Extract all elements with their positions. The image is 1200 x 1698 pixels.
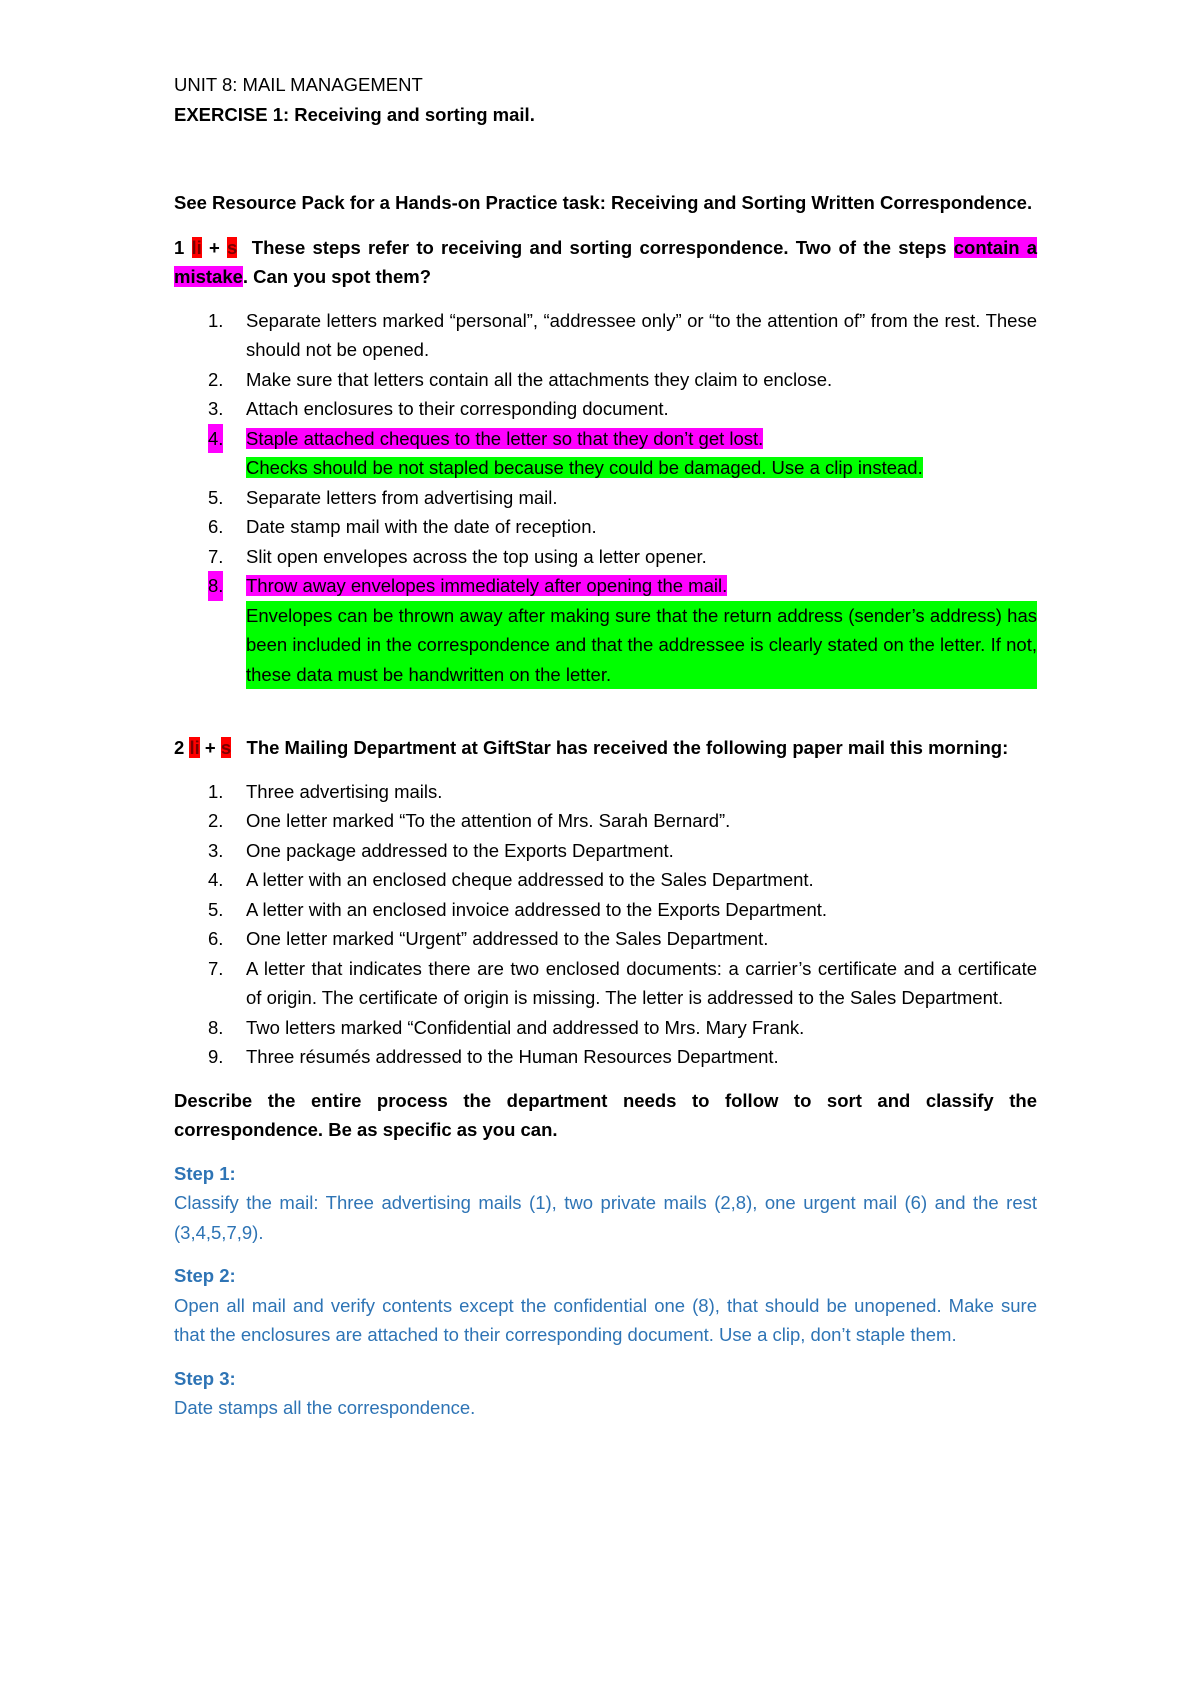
list-number: 8. [208,1016,224,1038]
list-number: 7. [208,545,224,567]
q2-list [174,777,1037,1072]
list-item [174,777,1037,807]
list-number: 9. [208,1046,224,1067]
answer-step [174,1261,1037,1350]
list-item [174,365,1037,395]
correction-note: Envelopes can be thrown away after making sure that the return address (sender’s address) has been included in the correspondence and that the addressee is clearly stated on the letter. If not, these data must be handwritten on the letter. [246,601,1037,690]
q2-prompt: Describe the entire process the department needs to follow to sort and classify the correspondence. Be as specific as you can. [174,1089,1037,1140]
list-text: Separate letters marked “personal”, “addressee only” or “to the attention of” from the rest. These should not be opened. [246,309,1037,360]
list-item [174,394,1037,424]
list-text: Separate letters from advertising mail. [246,486,558,508]
list-number: 3. [208,839,224,861]
list-item-mistake [174,424,1037,483]
correction-note: Checks should be not stapled because they could be damaged. Use a clip instead. [246,457,923,478]
list-item [174,924,1037,954]
list-number: 1. [208,780,224,802]
list-text: Three advertising mails. [246,780,443,802]
list-text: Make sure that letters contain all the attachments they claim to enclose. [246,368,833,390]
list-text: One letter marked “To the attention of Mrs. Sarah Bernard”. [246,810,731,831]
q1-heading [174,233,1037,292]
q1-number: 1 [174,236,185,258]
list-text: Attach enclosures to their corresponding document. [246,398,669,419]
list-item [174,512,1037,542]
q2-heading [174,733,1037,763]
q1-list [174,306,1037,690]
list-text: One package addressed to the Exports Department. [246,839,674,861]
list-text: Slit open envelopes across the top using a letter opener. [246,545,707,567]
list-item [174,483,1037,513]
exercise-title: EXERCISE 1: Receiving and sorting mail. [174,103,535,125]
list-text: A letter with an enclosed cheque addressed to the Sales Department. [246,869,814,890]
q2-tag-s: s [220,737,232,758]
q2-plus: + [204,737,216,758]
list-text: A letter that indicates there are two enclosed documents: a carrier’s certificate and a certificate of origin. The certificate of origin is missing. The letter is addressed to the Sales Department. [246,957,1037,1008]
q1-plus: + [209,236,220,258]
list-item [174,806,1037,836]
q1-text-b: . Can you spot them? [242,266,431,287]
list-item [174,542,1037,572]
list-item [174,306,1037,365]
step-title: Step 3: [174,1367,236,1389]
q1-tag-li: li [191,236,202,258]
list-text: Two letters marked “Confidential and addressed to Mrs. Mary Frank. [246,1016,805,1038]
list-number: 2. [208,368,224,390]
list-number: 8. [208,571,223,601]
list-number: 6. [208,516,224,537]
list-item [174,1013,1037,1043]
list-number: 6. [208,928,224,949]
answer-step [174,1364,1037,1423]
list-text: One letter marked “Urgent” addressed to the Sales Department. [246,928,769,949]
list-text: Three résumés addressed to the Human Resources Department. [246,1046,779,1067]
list-text-mistake: Throw away envelopes immediately after opening the mail. [246,575,728,596]
step-text: Open all mail and verify contents except the confidential one (8), that should be unopened. Make sure that the enclosures are attached to their corresponding document. Use a clip, don’t staple them. [174,1294,1037,1345]
step-text: Date stamps all the correspondence. [174,1397,476,1418]
list-item [174,954,1037,1013]
list-number: 7. [208,957,224,979]
list-number: 5. [208,486,224,508]
step-text: Classify the mail: Three advertising mails (1), two private mails (2,8), one urgent mail (6) and the rest (3,4,5,7,9). [174,1192,1037,1243]
q2-tag-li: li [189,737,200,758]
q1-highlight: contain a mistake [174,236,1038,287]
list-item [174,1042,1037,1072]
list-item-mistake [174,571,1037,689]
q1-tag-s: s [227,236,238,258]
q2-text: The Mailing Department at GiftStar has received the following paper mail this morning: [246,737,1009,758]
list-number: 1. [208,309,224,331]
list-item [174,836,1037,866]
list-text: A letter with an enclosed invoice addressed to the Exports Department. [246,898,828,920]
answer-step [174,1159,1037,1248]
list-number: 2. [208,810,224,831]
list-item [174,865,1037,895]
step-title: Step 2: [174,1265,236,1286]
q1-text-a: These steps refer to receiving and sorting correspondence. Two of the steps [251,236,947,258]
list-number: 4. [208,424,223,454]
intro-paragraph: See Resource Pack for a Hands-on Practice task: Receiving and Sorting Written Correspondence. [174,192,1033,213]
list-text-mistake: Staple attached cheques to the letter so that they don’t get lost. [246,427,764,449]
list-number: 3. [208,398,224,419]
list-item [174,895,1037,925]
list-number: 4. [208,869,224,890]
list-number: 5. [208,898,224,920]
q2-number: 2 [174,737,185,758]
step-title: Step 1: [174,1162,236,1184]
unit-title: UNIT 8: MAIL MANAGEMENT [174,74,423,95]
list-text: Date stamp mail with the date of reception. [246,516,597,537]
